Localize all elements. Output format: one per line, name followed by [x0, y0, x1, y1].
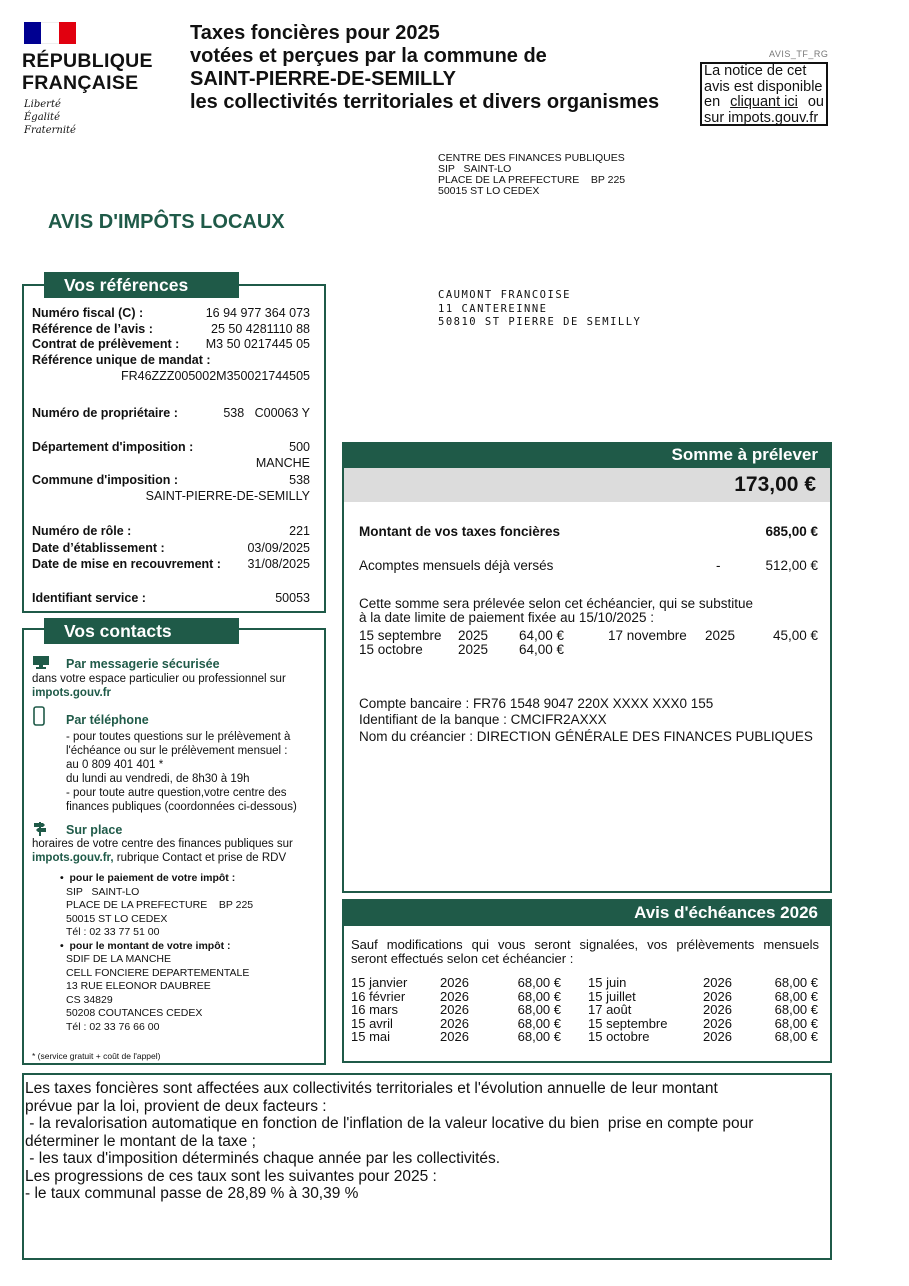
- notice-post: ou: [807, 94, 824, 110]
- info-line-6: Les progressions de ces taux sont les suivantes pour 2025 :: [25, 1167, 437, 1185]
- echeance-row: [588, 976, 818, 990]
- notice-pre: en: [704, 94, 721, 110]
- somme-note-2: à la date limite de paiement fixée au 15/10/2025 :: [359, 610, 654, 625]
- paiement-title: • pour le paiement de votre impôt :: [60, 872, 236, 884]
- header-line-4: les collectivités territoriales et divers organismes: [190, 91, 660, 113]
- echeance-year: 2026: [703, 988, 732, 1004]
- contacts-title: Vos contacts: [44, 618, 239, 644]
- acomptes-sign: -: [716, 558, 721, 573]
- acomptes-label: Acomptes mensuels déjà versés: [359, 558, 554, 573]
- compte-bancaire: Compte bancaire : FR76 1548 9047 220X XXXX XXX0 155: [359, 696, 714, 711]
- paiement-1: SIP SAINT-LO: [66, 885, 140, 898]
- montant-2: CELL FONCIERE DEPARTEMENTALE: [66, 966, 250, 979]
- echeance-amount: 68,00 €: [517, 1015, 561, 1031]
- etablissement-value: 03/09/2025: [247, 541, 310, 555]
- echeance-amount: 68,00 €: [774, 1002, 818, 1017]
- montant-1: SDIF DE LA MANCHE: [66, 953, 172, 965]
- cfp-line-1: CENTRE DES FINANCES PUBLIQUES: [438, 152, 625, 164]
- recipient-city: 50810 ST PIERRE DE SEMILLY: [438, 316, 642, 328]
- tel-line-4: du lundi au vendredi, de 8h30 à 19h: [66, 773, 250, 785]
- ref-departement: [32, 440, 310, 454]
- schedule-year: 2025: [458, 628, 489, 643]
- logo-line-2: FRANÇAISE: [22, 72, 139, 94]
- echeance-month: 17 août: [588, 1002, 632, 1017]
- ref-contrat: [32, 337, 310, 351]
- commune-label: Commune d'imposition :: [32, 473, 179, 487]
- mandat-label: Référence unique de mandat :: [32, 353, 211, 367]
- ref-commune: [32, 473, 310, 487]
- messagerie-line-1: dans votre espace particulier ou professionnel sur: [32, 673, 286, 685]
- echeance-year: 2026: [440, 1002, 469, 1017]
- echeance-amount: 68,00 €: [517, 975, 561, 990]
- ref-avis-value: 25 50 4281110 88: [211, 322, 310, 336]
- logo-motto-1: Liberté: [24, 99, 61, 110]
- notice-code: AVIS_TF_RG: [769, 49, 829, 59]
- echeance-year: 2026: [703, 975, 732, 990]
- tel-line-3: au 0 809 401 401 *: [66, 759, 164, 771]
- echeance-month: 15 avril: [351, 1015, 393, 1031]
- notice-link[interactable]: cliquant ici: [730, 94, 798, 110]
- phone-icon: [33, 706, 45, 726]
- paiement-2: PLACE DE LA PREFECTURE BP 225: [66, 899, 254, 911]
- commune-code: 538: [289, 473, 310, 487]
- echeance-month: 15 juin: [588, 975, 627, 990]
- echeances-title: Avis d'échéances 2026: [342, 899, 832, 926]
- ref-avis-label: Référence de l’avis :: [32, 322, 153, 336]
- ref-etablissement: [32, 541, 310, 555]
- messagerie-link[interactable]: impots.gouv.fr: [32, 687, 112, 699]
- echeance-amount: 68,00 €: [774, 1029, 818, 1044]
- echeance-year: 2026: [703, 1015, 732, 1031]
- surplace-title: Sur place: [66, 823, 123, 837]
- schedule-amount: 64,00 €: [519, 628, 565, 643]
- notice-line-1: La notice de cet: [704, 63, 807, 79]
- tel-line-2: l'échéance ou sur le prélèvement mensuel :: [66, 745, 288, 757]
- cfp-line-4: 50015 ST LO CEDEX: [438, 185, 540, 197]
- notice-box: [700, 62, 828, 126]
- echeances-intro-2: seront effectués selon cet échéancier :: [351, 951, 574, 966]
- departement-label: Département d'imposition :: [32, 440, 194, 454]
- role-label: Numéro de rôle :: [32, 524, 132, 538]
- echeance-month: 15 juillet: [588, 988, 636, 1004]
- echeances-intro-1: Sauf modifications qui vous seront signalées, vos prélèvements mensuels: [351, 937, 819, 952]
- tel-line-5: - pour toute autre question,votre centre des: [66, 787, 287, 799]
- echeance-month: 16 février: [351, 988, 406, 1004]
- echeance-row: [351, 1030, 561, 1044]
- info-text: [25, 1080, 825, 1203]
- departement-code: 500: [289, 440, 310, 454]
- echeance-row: [588, 990, 818, 1004]
- paiement-title-text: pour le paiement de votre impôt :: [69, 872, 236, 884]
- proprietaire-value: 538 C00063 Y: [223, 406, 310, 420]
- acomptes-value: 512,00 €: [765, 558, 818, 573]
- ref-mandat: [32, 353, 310, 367]
- montant-title: • pour le montant de votre impôt :: [60, 939, 231, 952]
- surplace-line-1: horaires de votre centre des finances publiques sur: [32, 838, 293, 850]
- echeance-month: 15 septembre: [588, 1015, 668, 1031]
- paiement-block: [60, 872, 253, 1034]
- echeance-row: [351, 1003, 561, 1017]
- echeance-row: [588, 1017, 818, 1031]
- somme-amount: 173,00 €: [344, 468, 830, 502]
- echeance-amount: 68,00 €: [774, 988, 818, 1004]
- somme-box: [342, 442, 832, 893]
- echeance-row: [588, 1030, 818, 1044]
- surplace-link[interactable]: impots.gouv.fr,: [32, 852, 114, 864]
- recipient-name: CAUMONT FRANCOISE: [438, 289, 571, 301]
- role-value: 221: [289, 524, 310, 538]
- logo-line-1: RÉPUBLIQUE: [22, 50, 153, 72]
- montant-3: 13 RUE ELEONOR DAUBREE: [66, 980, 211, 992]
- surplace-line-2: [32, 852, 286, 865]
- references-title: Vos références: [44, 272, 239, 298]
- proprietaire-label: Numéro de propriétaire :: [32, 406, 178, 420]
- echeance-month: 15 janvier: [351, 975, 408, 990]
- schedule-amount: 64,00 €: [519, 642, 565, 657]
- schedule-amount: 45,00 €: [772, 628, 818, 643]
- ref-numero-fiscal: [32, 306, 310, 320]
- nom-creancier: Nom du créancier : DIRECTION GÉNÉRALE DES FINANCES PUBLIQUES: [359, 729, 813, 744]
- somme-title: Somme à prélever: [342, 442, 832, 468]
- contrat-label: Contrat de prélèvement :: [32, 337, 180, 351]
- echeance-row: [588, 1003, 818, 1017]
- montant-6: Tél : 02 33 76 66 00: [66, 1020, 160, 1033]
- surplace-rest: rubrique Contact et prise de RDV: [113, 852, 287, 864]
- computer-icon: [32, 655, 50, 669]
- montant-5: 50208 COUTANCES CEDEX: [66, 1007, 203, 1019]
- ref-role: [32, 524, 310, 538]
- echeance-amount: 68,00 €: [517, 1002, 561, 1017]
- schedule-year: 2025: [705, 628, 736, 643]
- ref-avis: [32, 322, 310, 336]
- ref-proprietaire: [32, 406, 310, 420]
- info-line-2: prévue par la loi, provient de deux facteurs :: [25, 1097, 327, 1115]
- header-line-1: Taxes foncières pour 2025: [190, 22, 440, 44]
- logo-motto-3: Fraternité: [24, 125, 76, 136]
- header-line-2: votées et perçues par la commune de: [190, 45, 547, 67]
- recouvrement-value: 31/08/2025: [247, 557, 310, 571]
- ref-recouvrement: [32, 557, 310, 571]
- somme-note-1: Cette somme sera prélevée selon cet échéancier, qui se substitue: [359, 596, 753, 611]
- cfp-address: [438, 153, 625, 197]
- telephone-title: Par téléphone: [66, 713, 149, 727]
- tel-line-6: finances publiques (coordonnées ci-dessous): [66, 801, 297, 813]
- montant-title-text: pour le montant de votre impôt :: [69, 939, 231, 952]
- montant-taxes-label: Montant de vos taxes foncières: [359, 524, 561, 539]
- echeance-amount: 68,00 €: [517, 1029, 561, 1044]
- echeance-year: 2026: [440, 988, 469, 1004]
- ref-service: [32, 591, 310, 605]
- echeance-month: 15 mai: [351, 1029, 391, 1044]
- commune-name: SAINT-PIERRE-DE-SEMILLY: [145, 489, 310, 503]
- info-line-5: - les taux d'imposition déterminés chaque année par les collectivités.: [25, 1150, 501, 1167]
- info-line-3: - la revalorisation automatique en fonction de l'inflation de la valeur locative du bien prise en compte pour: [25, 1115, 754, 1132]
- departement-name: MANCHE: [255, 456, 310, 470]
- cfp-line-2: SIP SAINT-LO: [438, 163, 512, 175]
- echeance-row: [351, 976, 561, 990]
- schedule-month: 17 novembre: [608, 628, 687, 643]
- schedule-month: 15 septembre: [359, 628, 442, 643]
- numero-fiscal-label: Numéro fiscal (C) :: [32, 306, 144, 320]
- montant-taxes-value: 685,00 €: [765, 524, 818, 539]
- contrat-value: M3 50 0217445 05: [205, 337, 310, 351]
- echeance-amount: 68,00 €: [774, 1015, 818, 1031]
- info-line-4: déterminer le montant de la taxe ;: [25, 1132, 256, 1150]
- flag-icon: [24, 22, 76, 44]
- echeance-year: 2026: [440, 1015, 469, 1031]
- header-title: [190, 22, 659, 114]
- echeance-year: 2026: [703, 1002, 732, 1017]
- recipient-street: 11 CANTEREINNE: [438, 302, 548, 315]
- echeance-year: 2026: [703, 1029, 732, 1044]
- service-value: 50053: [275, 591, 310, 605]
- numero-fiscal-value: 16 94 977 364 073: [205, 306, 310, 320]
- echeance-amount: 68,00 €: [774, 975, 818, 990]
- notice-line-2: avis est disponible: [704, 78, 823, 95]
- info-line-1: Les taxes foncières sont affectées aux collectivités territoriales et l'évolution annuelle de leur montant: [25, 1080, 718, 1097]
- recouvrement-label: Date de mise en recouvrement :: [32, 557, 221, 571]
- tel-line-1: - pour toutes questions sur le prélèvement à: [66, 731, 291, 743]
- messagerie-title: Par messagerie sécurisée: [66, 657, 220, 671]
- recipient-address: [438, 289, 641, 330]
- paiement-3: 50015 ST LO CEDEX: [66, 912, 168, 925]
- signpost-icon: [32, 820, 48, 836]
- contacts-footnote: * (service gratuit + coût de l'appel): [32, 1051, 161, 1061]
- montant-4: CS 34829: [66, 993, 113, 1006]
- notice-line-4: sur impots.gouv.fr: [704, 109, 819, 126]
- header-line-3: SAINT-PIERRE-DE-SEMILLY: [190, 68, 456, 90]
- doc-title: AVIS D'IMPÔTS LOCAUX: [48, 211, 285, 233]
- schedule-year: 2025: [458, 642, 489, 657]
- echeance-year: 2026: [440, 975, 469, 990]
- echeances-intro: [351, 938, 819, 966]
- etablissement-label: Date d’établissement :: [32, 541, 165, 555]
- echeance-month: 16 mars: [351, 1002, 398, 1017]
- cfp-line-3: PLACE DE LA PREFECTURE BP 225: [438, 174, 626, 186]
- schedule-month: 15 octobre: [359, 642, 423, 657]
- echeance-month: 15 octobre: [588, 1029, 650, 1044]
- echeance-year: 2026: [440, 1029, 469, 1044]
- notice-line-3: [704, 95, 824, 111]
- service-label: Identifiant service :: [32, 591, 146, 605]
- paiement-4: Tél : 02 33 77 51 00: [66, 926, 160, 938]
- identifiant-banque: Identifiant de la banque : CMCIFR2AXXX: [359, 712, 607, 727]
- mandat-value: FR46ZZZ005002M350021744505: [120, 369, 310, 383]
- echeance-row: [351, 990, 561, 1004]
- logo-motto-2: Égalité: [24, 112, 60, 123]
- info-line-7: - le taux communal passe de 28,89 % à 30,39 %: [25, 1185, 359, 1202]
- echeance-row: [351, 1017, 561, 1031]
- echeance-amount: 68,00 €: [517, 988, 561, 1004]
